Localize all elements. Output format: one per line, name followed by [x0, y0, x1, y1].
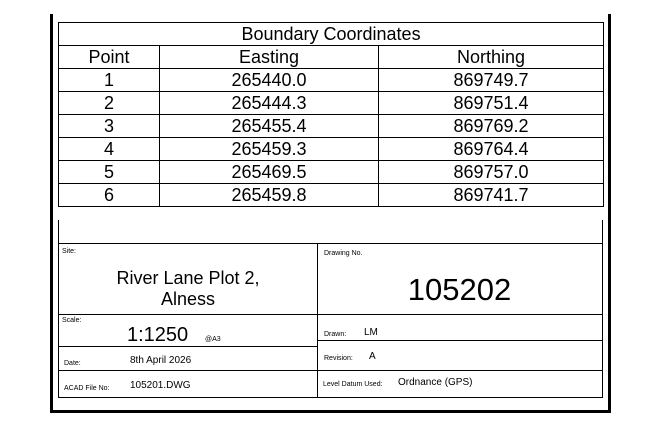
easting-cell: 265459.3 — [160, 138, 379, 161]
table-row — [59, 69, 604, 92]
table-header-row — [59, 46, 604, 69]
title-block-divider — [59, 314, 602, 315]
easting-cell: 265440.0 — [160, 69, 379, 92]
northing-cell: 869769.2 — [379, 115, 604, 138]
title-block-divider — [59, 370, 602, 371]
column-header-northing: Northing — [379, 46, 604, 69]
northing-cell: 869749.7 — [379, 69, 604, 92]
scale-value: 1:1250 — [127, 324, 189, 346]
sheet-border-right — [608, 14, 611, 413]
column-header-easting: Easting — [160, 46, 379, 69]
point-cell: 3 — [59, 115, 160, 138]
scale-label: Scale: — [62, 317, 82, 324]
drawing-sheet — [50, 14, 611, 413]
level-datum-value: Ordnance (GPS) — [398, 377, 473, 388]
acad-file-label: ACAD File No: — [64, 385, 110, 392]
drawing-number: 105202 — [407, 272, 512, 307]
northing-cell: 869757.0 — [379, 161, 604, 184]
point-cell: 4 — [59, 138, 160, 161]
point-cell: 5 — [59, 161, 160, 184]
table-title: Boundary Coordinates — [59, 23, 604, 46]
title-block-divider — [317, 244, 318, 397]
title-block-divider — [317, 340, 602, 341]
northing-cell: 869764.4 — [379, 138, 604, 161]
table-row — [59, 161, 604, 184]
date-label: Date: — [64, 360, 81, 367]
easting-cell: 265459.8 — [160, 184, 379, 207]
point-cell: 1 — [59, 69, 160, 92]
title-block — [58, 243, 603, 398]
acad-file-value: 105201.DWG — [130, 380, 191, 391]
table-spacer-row — [58, 220, 603, 244]
easting-cell: 265469.5 — [160, 161, 379, 184]
drawing-no-label: Drawing No. — [324, 250, 363, 257]
point-cell: 2 — [59, 92, 160, 115]
northing-cell: 869741.7 — [379, 184, 604, 207]
northing-cell: 869751.4 — [379, 92, 604, 115]
revision-label: Revision: — [324, 355, 353, 362]
easting-cell: 265444.3 — [160, 92, 379, 115]
column-header-point: Point — [59, 46, 160, 69]
drawn-label: Drawn: — [324, 331, 347, 338]
point-cell: 6 — [59, 184, 160, 207]
date-value: 8th April 2026 — [130, 355, 192, 366]
site-name-line2: Alness — [160, 289, 216, 309]
scale-paper-size: @A3 — [205, 336, 221, 343]
easting-cell: 265455.4 — [160, 115, 379, 138]
table-row — [59, 184, 604, 207]
revision-value: A — [369, 351, 376, 362]
level-datum-label: Level Datum Used: — [323, 381, 383, 388]
boundary-coordinates-table — [58, 22, 604, 207]
drawn-by: LM — [364, 327, 378, 338]
site-label: Site: — [62, 248, 77, 255]
sheet-border-left — [50, 14, 53, 413]
sheet-border-bottom — [50, 410, 611, 413]
table-row — [59, 138, 604, 161]
site-name-line1: River Lane Plot 2, — [116, 268, 260, 288]
table-row — [59, 115, 604, 138]
table-row — [59, 92, 604, 115]
